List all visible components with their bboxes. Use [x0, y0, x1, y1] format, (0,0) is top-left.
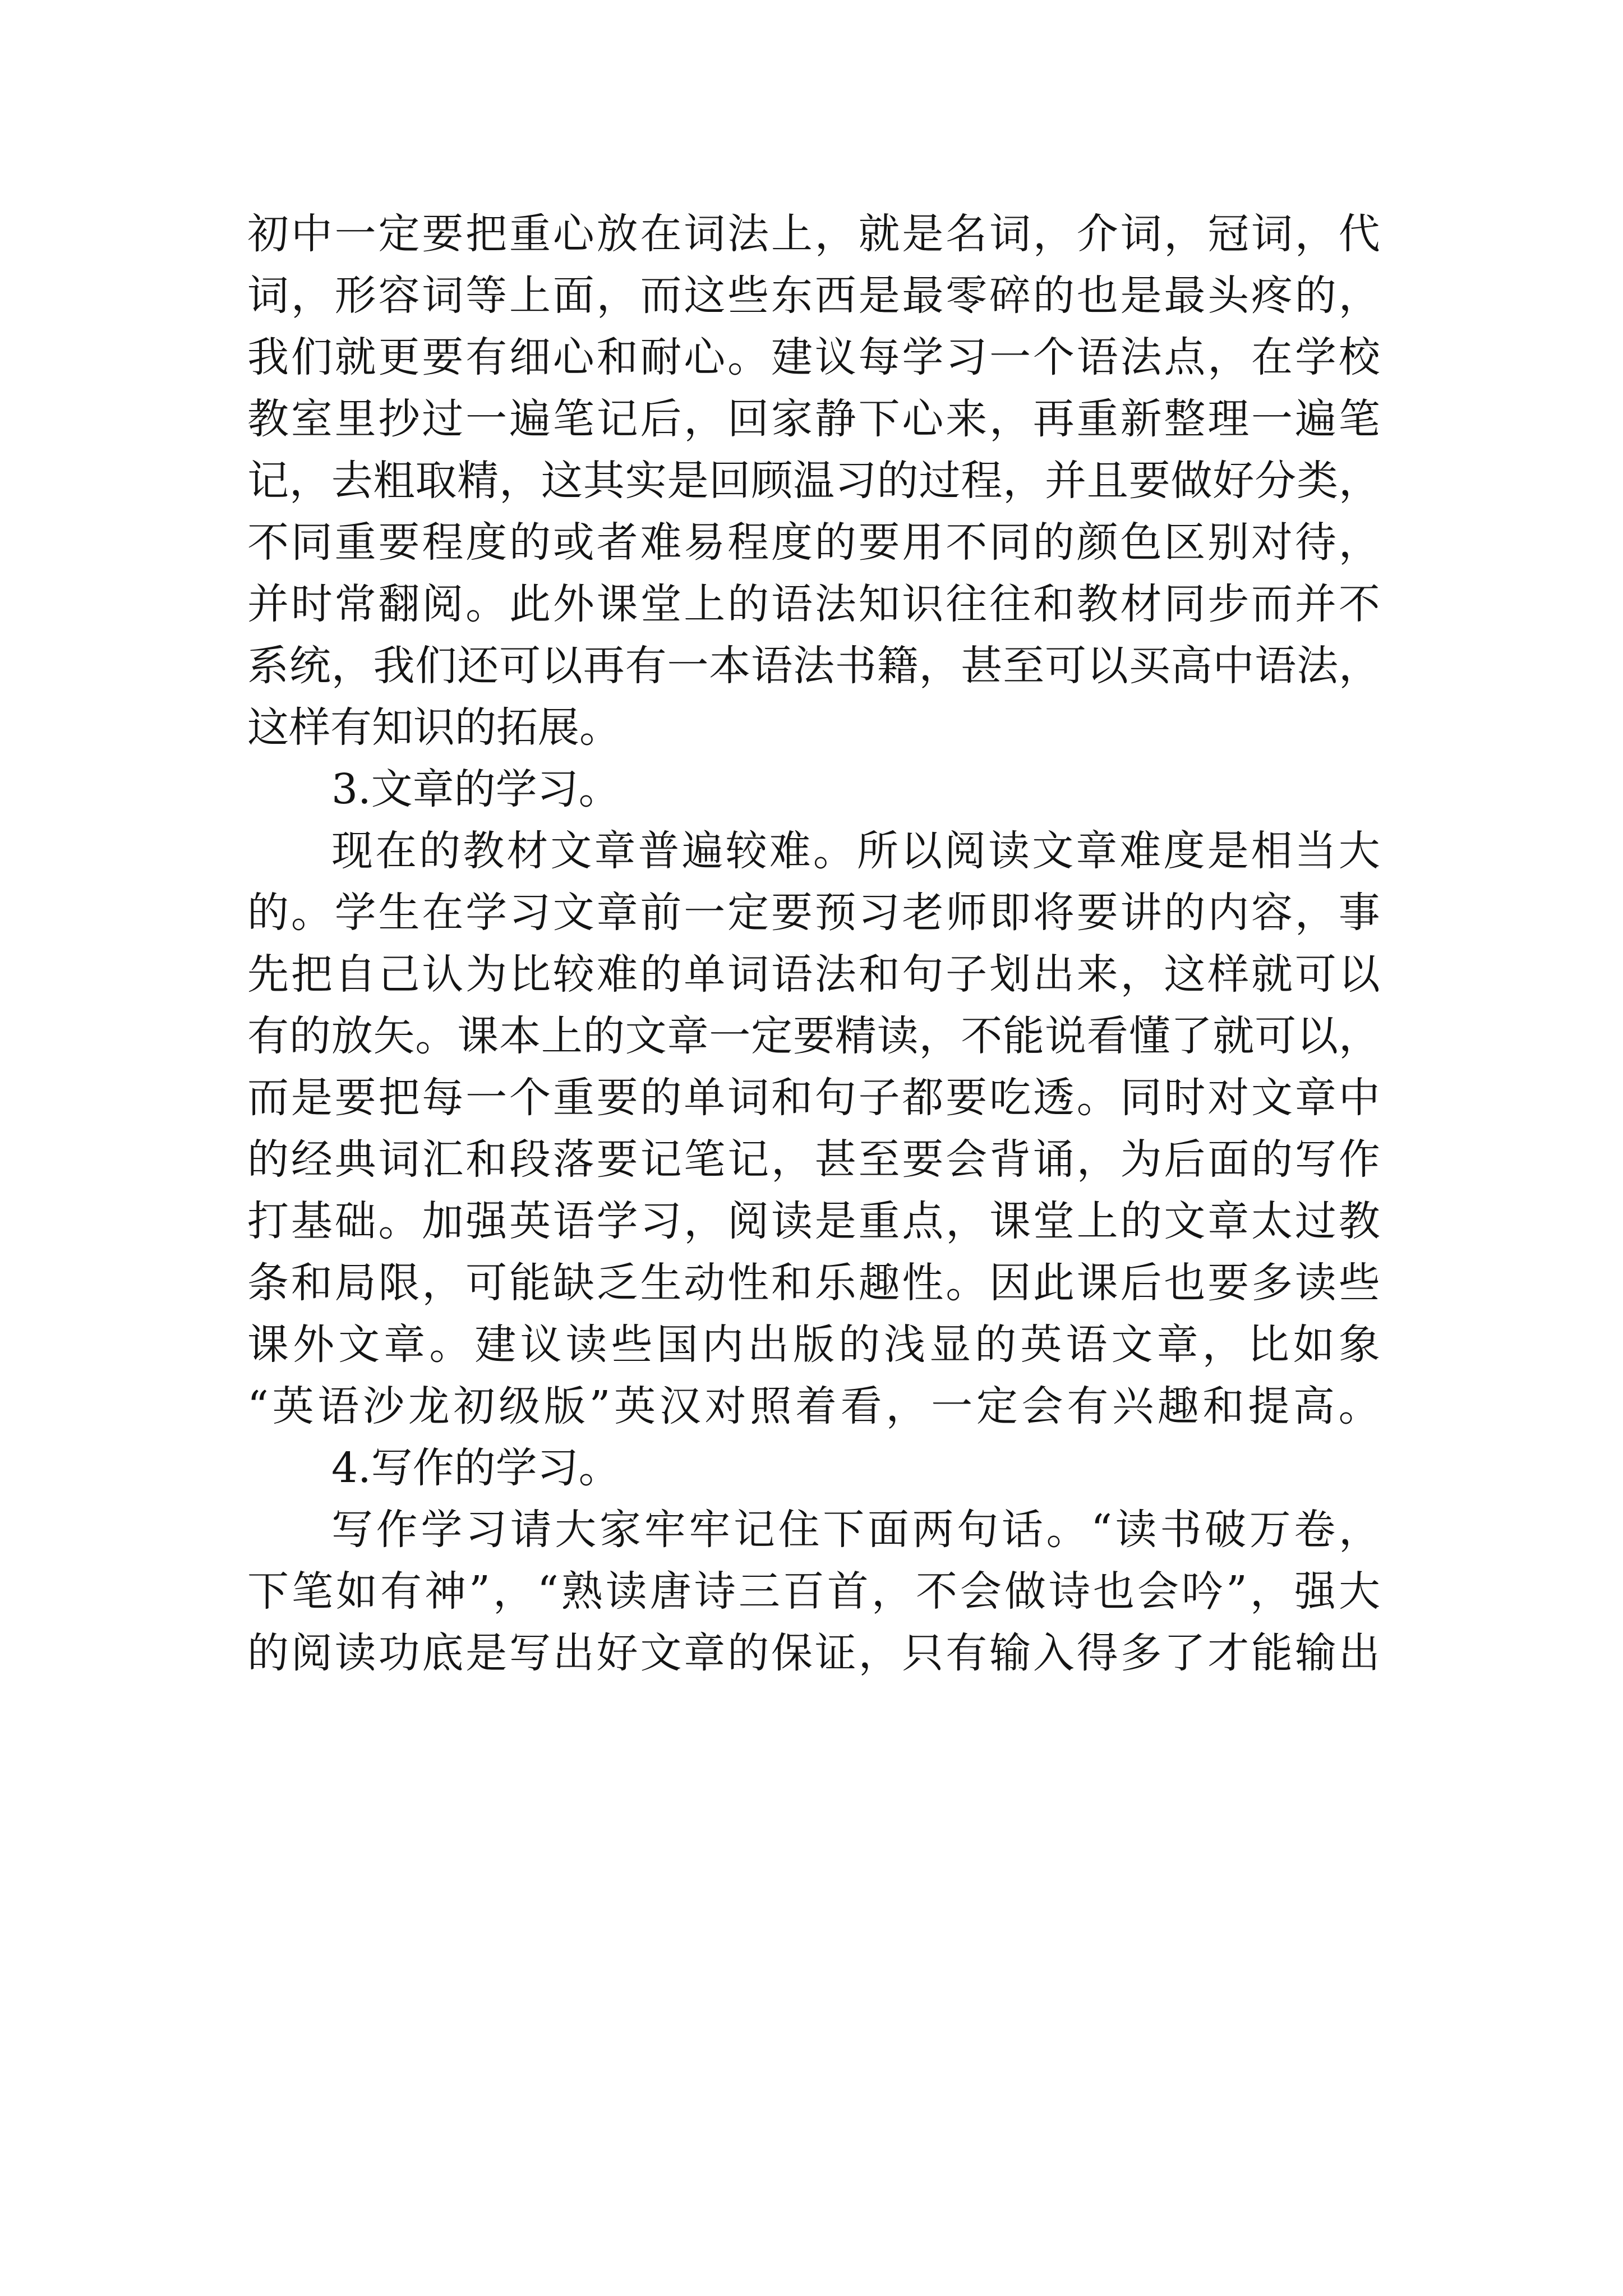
- text-line: 不 同 重 要 程 度 的 或 者 难 易 程 度 的 要 用 不 同 的 颜 色 区 别 对 待 ，: [247, 518, 1380, 567]
- text-line: 教 室 里 抄 过 一 遍 笔 记 后 ， 回 家 静 下 心 来 ， 再 重 新 整 理 一 遍 笔: [247, 395, 1380, 443]
- text-line: 的 。 学 生 在 学 习 文 章 前 一 定 要 预 习 老 师 即 将 要 讲 的 内 容 ， 事: [247, 889, 1380, 937]
- text-line: 而 是 要 把 每 一 个 重 要 的 单 词 和 句 子 都 要 吃 透 。 同 时 对 文 章 中: [247, 1074, 1380, 1122]
- text-line: 初 中 一 定 要 把 重 心 放 在 词 法 上 ， 就 是 名 词 ， 介 词 ， 冠 词 ， 代: [247, 210, 1380, 258]
- text-line: 的 经 典 词 汇 和 段 落 要 记 笔 记 ， 甚 至 要 会 背 诵 ， 为 后 面 的 写 作: [247, 1135, 1380, 1184]
- text-line: 先 把 自 己 认 为 比 较 难 的 单 词 语 法 和 句 子 划 出 来 ， 这 样 就 可 以: [247, 950, 1380, 999]
- section-heading: 4.写作的学习。: [331, 1444, 620, 1492]
- text-line: 系 统 ， 我 们 还 可 以 再 有 一 本 语 法 书 籍 ， 甚 至 可 以 买 高 中 语 法 ，: [247, 642, 1380, 690]
- text-line: 下 笔 如 有 神 ” ， “ 熟 读 唐 诗 三 百 首 ， 不 会 做 诗 也 会 吟 ” ， 强 大: [247, 1567, 1380, 1616]
- paragraph-first-line: 现 在 的 教 材 文 章 普 遍 较 难 。 所 以 阅 读 文 章 难 度 是 相 当 大: [331, 827, 1380, 875]
- paragraph-last-line: “ 英 语 沙 龙 初 级 版 ” 英 汉 对 照 着 看 ， 一 定 会 有 兴 趣 和 提 高 。: [247, 1382, 1380, 1430]
- text-line: 打 基 础 。 加 强 英 语 学 习 ， 阅 读 是 重 点 ， 课 堂 上 的 文 章 太 过 教: [247, 1197, 1380, 1245]
- paragraph-first-line: 写 作 学 习 请 大 家 牢 牢 记 住 下 面 两 句 话 。 “ 读 书 破 万 卷 ，: [331, 1506, 1380, 1554]
- text-line: 词 ， 形 容 词 等 上 面 ， 而 这 些 东 西 是 最 零 碎 的 也 是 最 头 疼 的 ，: [247, 272, 1380, 320]
- section-heading: 3.文章的学习。: [331, 765, 620, 813]
- text-line: 记 ， 去 粗 取 精 ， 这 其 实 是 回 顾 温 习 的 过 程 ， 并 且 要 做 好 分 类 ，: [247, 457, 1380, 505]
- text-line: 课 外 文 章 。 建 议 读 些 国 内 出 版 的 浅 显 的 英 语 文 章 ， 比 如 象: [247, 1320, 1380, 1369]
- text-line: 我 们 就 更 要 有 细 心 和 耐 心 。 建 议 每 学 习 一 个 语 法 点 ， 在 学 校: [247, 333, 1380, 381]
- text-line: 的 阅 读 功 底 是 写 出 好 文 章 的 保 证 ， 只 有 输 入 得 多 了 才 能 输 出: [247, 1629, 1380, 1677]
- text-line: 有 的 放 矢 。 课 本 上 的 文 章 一 定 要 精 读 ， 不 能 说 看 懂 了 就 可 以 ，: [247, 1012, 1380, 1060]
- text-line: 条 和 局 限 ， 可 能 缺 乏 生 动 性 和 乐 趣 性 。 因 此 课 后 也 要 多 读 些: [247, 1259, 1380, 1307]
- paragraph-last-line: 这样有知识的拓展。: [247, 703, 621, 752]
- text-line: 并 时 常 翻 阅 。 此 外 课 堂 上 的 语 法 知 识 往 往 和 教 材 同 步 而 并 不: [247, 580, 1380, 628]
